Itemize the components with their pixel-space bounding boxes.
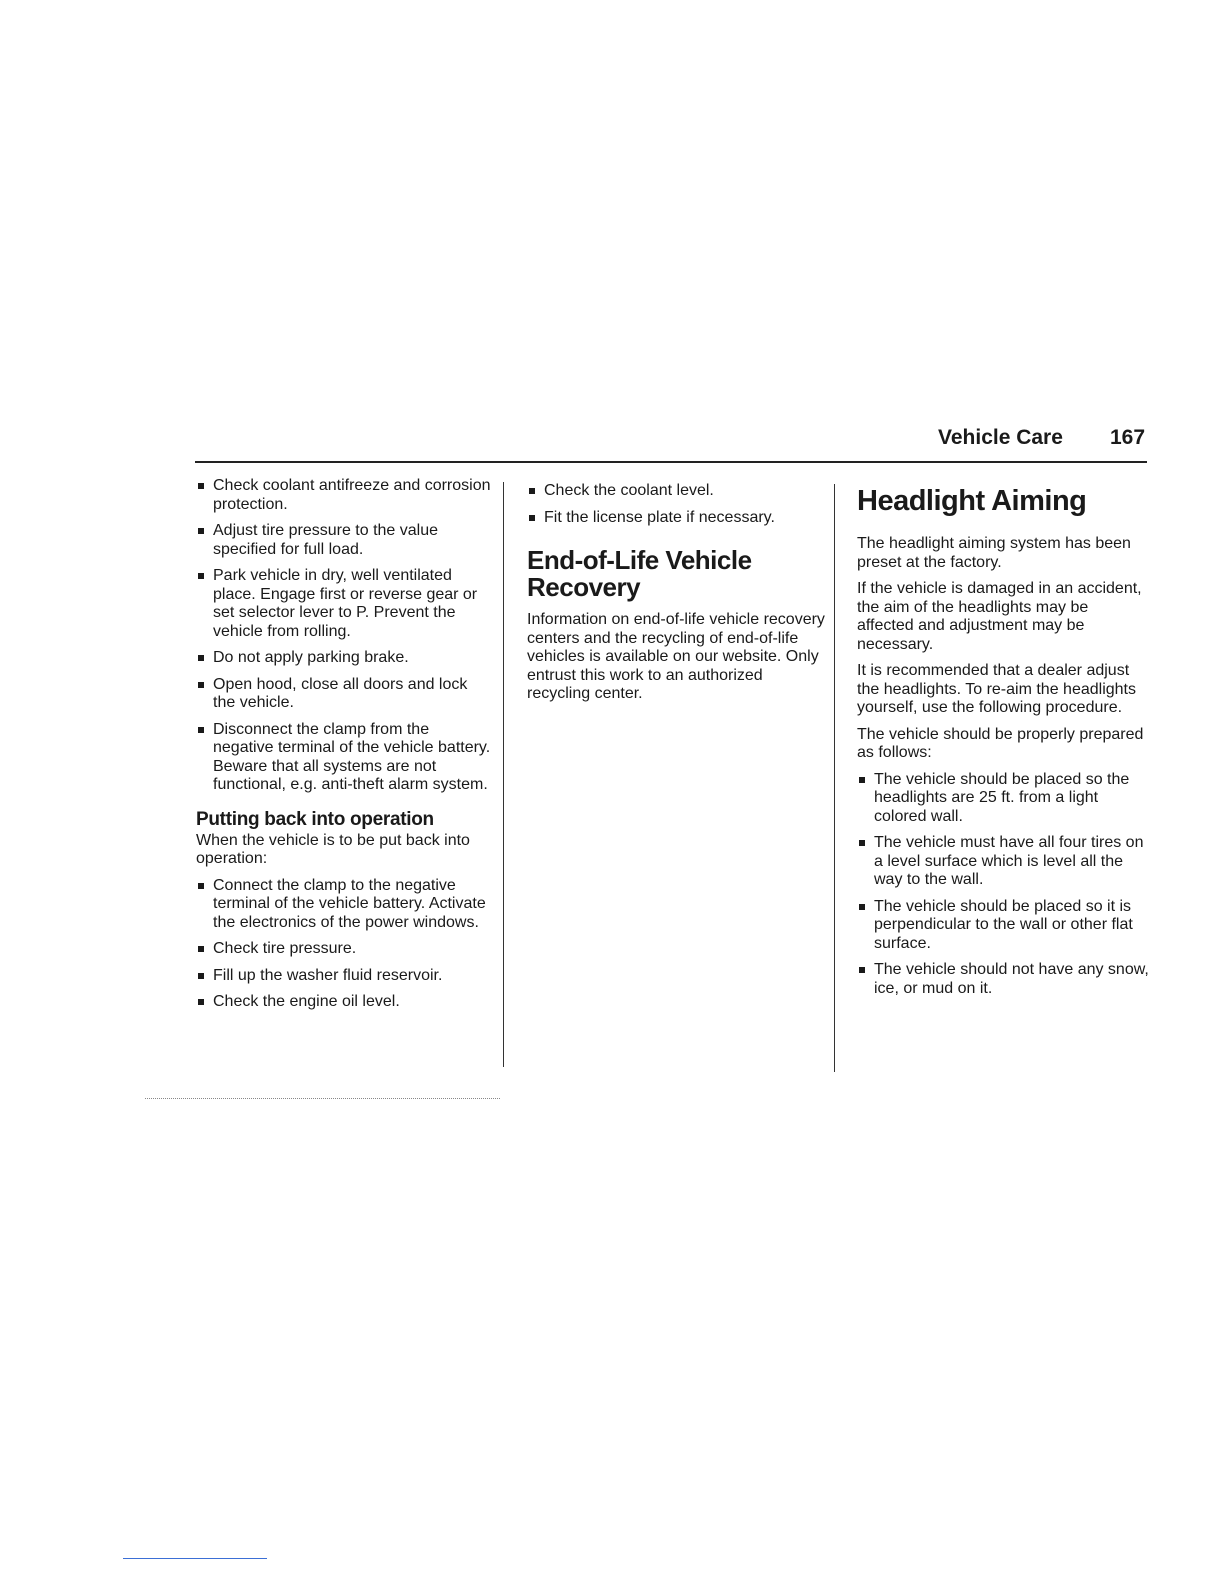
- list-item: The vehicle should be placed so it is perpendicular to the wall or other flat surface.: [857, 898, 1149, 954]
- preparation-checklist: [857, 771, 1149, 999]
- paragraph: The headlight aiming system has been preset at the factory.: [857, 535, 1131, 571]
- list-item: Fill up the washer fluid reservoir.: [196, 967, 494, 986]
- column-1: [196, 477, 494, 1020]
- column-3: [857, 486, 1149, 1006]
- list-item: The vehicle should be placed so the headlights are 25 ft. from a light colored wall.: [857, 771, 1149, 827]
- list-item: The vehicle should not have any snow, ice, or mud on it.: [857, 961, 1149, 998]
- storage-checklist: [196, 477, 494, 795]
- running-header-title: Vehicle Care: [938, 426, 1063, 449]
- list-item: Fit the license plate if necessary.: [527, 509, 825, 528]
- restart-checklist-continued: [527, 482, 825, 527]
- list-item: Check the coolant level.: [527, 482, 825, 501]
- heading-headlight-aiming: Headlight Aiming: [857, 485, 1087, 517]
- paragraph: Information on end-of-life vehicle recovery centers and the recycling of end-of-life vehicles is available on our website. Only entrust this work to an authorized recycling center.: [527, 611, 825, 702]
- list-item: Park vehicle in dry, well ventilated place. Engage first or reverse gear or set selector lever to P. Prevent the vehicle from rolling.: [196, 567, 494, 641]
- paragraph: The vehicle should be properly prepared as follows:: [857, 725, 1144, 761]
- list-item: Disconnect the clamp from the negative terminal of the vehicle battery. Beware that all systems are not functional, e.g. anti-theft alarm system.: [196, 721, 494, 795]
- list-item: Check coolant antifreeze and corrosion protection.: [196, 477, 494, 514]
- paragraph: If the vehicle is damaged in an accident, the aim of the headlights may be affected and adjustment may be necessary.: [857, 580, 1142, 653]
- list-item: Check the engine oil level.: [196, 993, 494, 1012]
- restart-checklist: [196, 877, 494, 1012]
- list-item: Check tire pressure.: [196, 940, 494, 959]
- page-number: 167: [1110, 426, 1146, 449]
- scan-margin-line: [123, 1558, 267, 1559]
- column-2: [527, 482, 825, 712]
- bottom-dotted-rule: [145, 1098, 500, 1099]
- list-item: Connect the clamp to the negative terminal of the vehicle battery. Activate the electronics of the power windows.: [196, 877, 494, 933]
- list-item: Open hood, close all doors and lock the vehicle.: [196, 676, 494, 713]
- heading-end-of-life: End-of-Life Vehicle Recovery: [527, 545, 752, 602]
- header-rule: [195, 461, 1147, 463]
- column-divider-2: [834, 484, 835, 1072]
- list-item: Do not apply parking brake.: [196, 649, 494, 668]
- paragraph: When the vehicle is to be put back into operation:: [196, 831, 470, 867]
- list-item: The vehicle must have all four tires on a level surface which is level all the way to the wall.: [857, 834, 1149, 890]
- list-item: Adjust tire pressure to the value specified for full load.: [196, 522, 494, 559]
- paragraph: It is recommended that a dealer adjust the headlights. To re-aim the headlights yourself, use the following procedure.: [857, 662, 1136, 716]
- subheading-putting-back: Putting back into operation: [196, 808, 434, 830]
- column-divider-1: [503, 482, 504, 1067]
